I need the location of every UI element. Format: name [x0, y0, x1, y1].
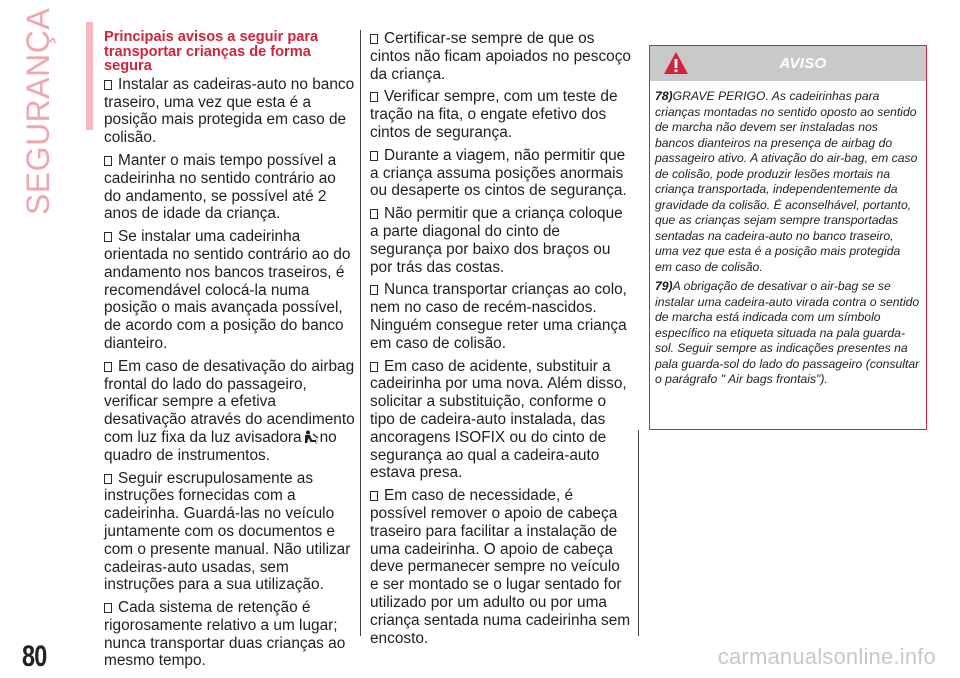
- checkbox-bullet-icon: [370, 285, 378, 295]
- checkbox-bullet-icon: [104, 603, 112, 613]
- list-item: Em caso de necessidade, é possível remover o apoio de cabeça traseiro para facilitar a instalação de uma cadeirinha. O apoio de cabeça deve permanecer sempre no veículo e ser montado se o lugar sentado for utilizado por um adulto ou por uma criança sentada numa cadeirinha sem encosto.: [370, 487, 631, 647]
- warning-body: [650, 81, 926, 388]
- airbag-off-warning-icon: [302, 430, 320, 444]
- checkbox-bullet-icon: [104, 474, 112, 484]
- list-item: Não permitir que a criança coloque a parte diagonal do cinto de segurança por baixo dos braços ou por trás das costas.: [370, 205, 623, 276]
- warning-note: 79)A obrigação de desativar o air-bag se se instalar uma cadeira-auto virada contra o sentido de marcha está indicada com um símbolo específico na etiqueta situada na pala guarda-sol. Seguir sempre as indicações presentes na pala guarda-sol do lado do passageiro (consultar o parágrafo " Air bags frontais").: [655, 279, 920, 386]
- text-column-left: [104, 30, 356, 675]
- list-item: Durante a viagem, não permitir que a criança assuma posições anormais ou desaperte os cintos de segurança.: [370, 146, 627, 200]
- list-item: Em caso de desativação do airbag frontal do lado do passageiro, verificar sempre a efetiva desativação através do acendimento com luz fixa da luz avisadora 2 no quadro de instrumentos.: [104, 357, 355, 464]
- checkbox-bullet-icon: [370, 209, 378, 219]
- list-item: Cada sistema de retenção é rigorosamente relativo a um lugar; nunca transportar duas crianças ao mesmo tempo.: [104, 599, 346, 670]
- checkbox-bullet-icon: [370, 491, 378, 501]
- list-item: Seguir escrupulosamente as instruções fornecidas com a cadeirinha. Guardá-las no veículo juntamente com os documentos e com o presente manual. Não utilizar cadeiras-auto usadas, sem instruções para a sua utilização.: [104, 469, 351, 594]
- checkbox-bullet-icon: [104, 156, 112, 166]
- warning-header: [650, 46, 926, 81]
- sidebar-section-text: SEGURANÇA: [20, 7, 56, 215]
- watermark: carmanualsonline.info: [717, 644, 936, 669]
- warning-title: AVISO: [779, 55, 827, 72]
- column-divider-right: [638, 430, 639, 636]
- list-item: Manter o mais tempo possível a cadeirinha no sentido contrário ao do andamento, se possível até 2 anos de idade da criança.: [104, 151, 337, 223]
- section-title: Principais avisos a seguir para transportar crianças de forma segura: [104, 29, 319, 75]
- list-item: Se instalar uma cadeirinha orientada no sentido contrário ao do andamento nos bancos traseiros, é recomendável colocá-la numa posição o mais avançada possível, de acordo com a posição do banco dianteiro.: [104, 228, 351, 352]
- checkbox-bullet-icon: [104, 232, 112, 242]
- text-column-middle: [370, 30, 632, 652]
- list-item: Nunca transportar crianças ao colo, nem no caso de recém-nascidos. Ninguém consegue reter uma criança em caso de colisão.: [370, 281, 627, 352]
- checkbox-bullet-icon: [370, 92, 378, 102]
- list-item: Em caso de acidente, substituir a cadeirinha por uma nova. Além disso, solicitar a substituição, conforme o tipo de cadeira-auto instalada, das ancoragens ISOFIX ou do cinto de segurança ao qual a cadeira-auto estava presa.: [370, 357, 627, 482]
- sidebar-section-label: [14, 7, 84, 230]
- column-divider: [360, 30, 361, 636]
- list-item: Instalar as cadeiras-auto no banco traseiro, uma vez que esta é a posição mais protegida em caso de colisão.: [104, 75, 355, 147]
- list-item: Certificar-se sempre de que os cintos não ficam apoiados no pescoço da criança.: [370, 30, 631, 83]
- warning-note: 78)GRAVE PERIGO. As cadeirinhas para crianças montadas no sentido oposto ao sentido de marcha não devem ser instaladas nos bancos dianteiros na presença de airbag do passageiro ativo. A ativação do air-bag, em caso de colisão, pode produzir lesões mortais na criança transportada, independentemente da gravidade da colisão. É aconselhável, portanto, que as crianças sejam sempre transportadas sentadas na cadeira-auto no banco traseiro, uma vez que esta é a posição mais protegida em caso de colisão.: [655, 89, 918, 274]
- checkbox-bullet-icon: [104, 80, 112, 90]
- page-number: 80: [22, 640, 47, 673]
- list-item: Verificar sempre, com um teste de tração na fita, o engate efetivo dos cintos de segurança.: [370, 88, 618, 141]
- checkbox-bullet-icon: [370, 34, 378, 44]
- svg-text:2: 2: [314, 439, 318, 444]
- checkbox-bullet-icon: [370, 362, 378, 372]
- checkbox-bullet-icon: [370, 151, 378, 161]
- warning-box: [649, 45, 927, 430]
- sidebar-accent-bar: [86, 22, 93, 130]
- checkbox-bullet-icon: [104, 362, 112, 372]
